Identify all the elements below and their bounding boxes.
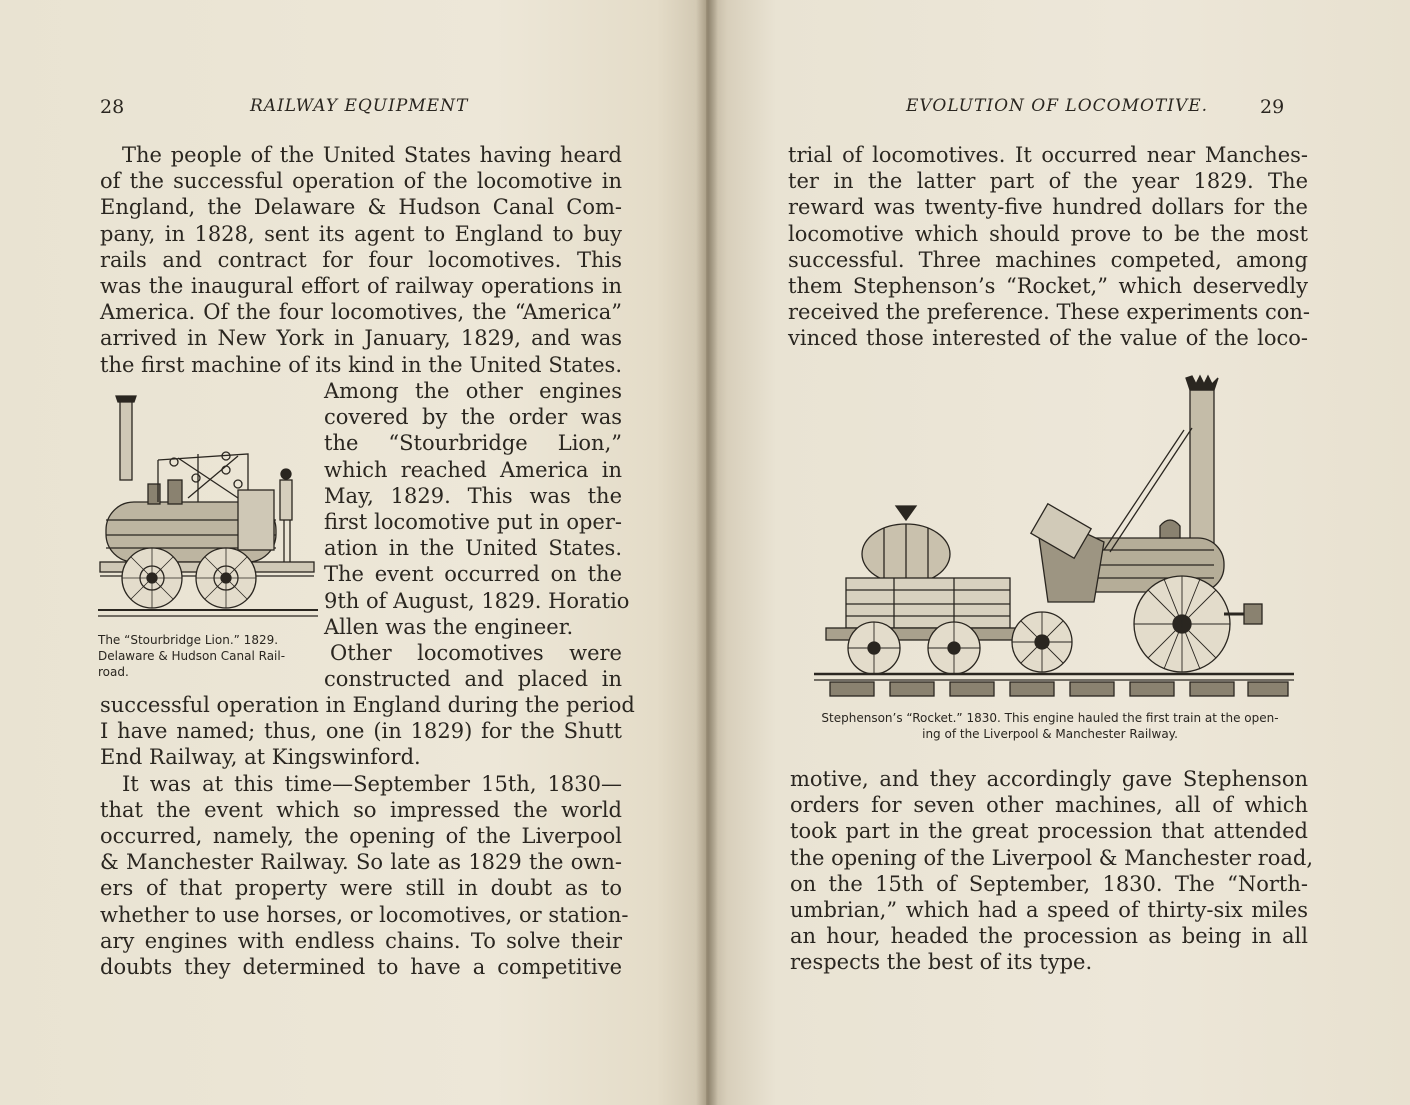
text-line: 9th of August, 1829. Horatio [324,588,630,613]
text-line: respects the best of its type. [790,950,1093,975]
caption-line: Delaware & Hudson Canal Rail- [98,649,286,663]
text-line: End Railway, at Kingswinford. [100,745,421,770]
caption-line: The “Stourbridge Lion.” 1829. [98,633,279,647]
text-line: umbrian,” which had a speed of thirty-six miles [790,897,1308,922]
text-line: successful. Three machines competed, among [788,247,1308,272]
text-line: of the successful operation of the locomotive in [100,169,622,194]
text-line: occurred, namely, the opening of the Liverpool [100,823,622,848]
text-line: covered by the order was [324,405,622,430]
text-line: England, the Delaware & Hudson Canal Com- [100,195,622,220]
running-head-right: EVOLUTION OF LOCOMOTIVE. [906,96,1209,116]
caption-line: Stephenson’s “Rocket.” 1830. This engine hauled the first train at the open- [821,711,1279,725]
text-line: the first machine of its kind in the United States. [100,352,622,377]
text-line: that the event which so impressed the world [100,797,622,822]
left-text-bottom [100,692,635,980]
text-line: It was at this time—September 15th, 1830— [122,771,622,796]
text-line: doubts they determined to have a competitive [100,954,622,979]
text-line: on the 15th of September, 1830. The “North- [790,871,1308,896]
text-line: Other locomotives were [330,640,622,665]
text-line: locomotive which should prove to be the most [788,221,1308,246]
stourbridge-lion-illustration [98,390,320,626]
text-line: arrived in New York in January, 1829, and was [100,326,622,351]
text-line: reward was twenty-five hundred dollars for the [788,195,1308,220]
text-line: America. Of the four locomotives, the “America” [100,300,622,325]
page-number-left: 28 [100,96,125,118]
text-line: an hour, headed the procession as being in all [790,924,1308,949]
text-line: ers of that property were still in doubt as to [100,876,622,901]
text-line: received the preference. These experiments con- [788,300,1311,325]
text-line: The event occurred on the [324,562,622,587]
text-line: was the inaugural effort of railway operations in [100,273,622,298]
text-line: vinced those interested of the value of the loco- [788,326,1308,351]
text-line: trial of locomotives. It occurred near Manches- [788,143,1308,167]
text-line: The people of the United States having heard [122,143,622,167]
text-line: the opening of the Liverpool & Manchester road, [790,845,1314,870]
text-line: Allen was the engineer. [324,614,574,639]
text-line: ary engines with endless chains. To solve their [100,928,622,953]
text-line: ation in the United States. [324,536,622,561]
caption-line: road. [98,665,129,679]
left-text-top [100,142,622,378]
text-line: took part in the great procession that attended [790,819,1308,844]
text-line: orders for seven other machines, all of which [790,793,1308,818]
stourbridge-lion-caption [98,632,320,680]
text-line: May, 1829. This was the [324,483,622,508]
right-text-top [788,142,1311,352]
running-head-left: RAILWAY EQUIPMENT [250,96,469,116]
text-line: constructed and placed in [324,667,622,692]
text-line: them Stephenson’s “Rocket,” which deservedly [788,273,1308,298]
caption-line: ing of the Liverpool & Manchester Railway. [922,727,1178,741]
text-line: motive, and they accordingly gave Stephenson [790,767,1308,791]
text-line: Among the other engines [324,379,622,403]
text-line: rails and contract for four locomotives. This [100,247,622,272]
rocket-locomotive-illustration [804,370,1294,700]
text-line: & Manchester Railway. So late as 1829 the own- [100,850,622,875]
text-line: which reached America in [324,457,622,482]
page-number-right: 29 [1260,96,1285,118]
text-line: whether to use horses, or locomotives, or station- [100,902,629,927]
rocket-caption [790,710,1310,742]
right-page [706,0,1410,1105]
book-gutter [696,0,718,1105]
text-line: ter in the latter part of the year 1829. The [788,169,1308,194]
text-line: first locomotive put in oper- [324,509,622,534]
text-line: the “Stourbridge Lion,” [324,431,622,456]
text-line: pany, in 1828, sent its agent to England to buy [100,221,622,246]
right-text-bottom [790,766,1314,976]
left-text-wrap [324,378,630,692]
text-line: I have named; thus, one (in 1829) for the Shutt [100,719,622,744]
text-line: successful operation in England during the period [100,693,635,717]
